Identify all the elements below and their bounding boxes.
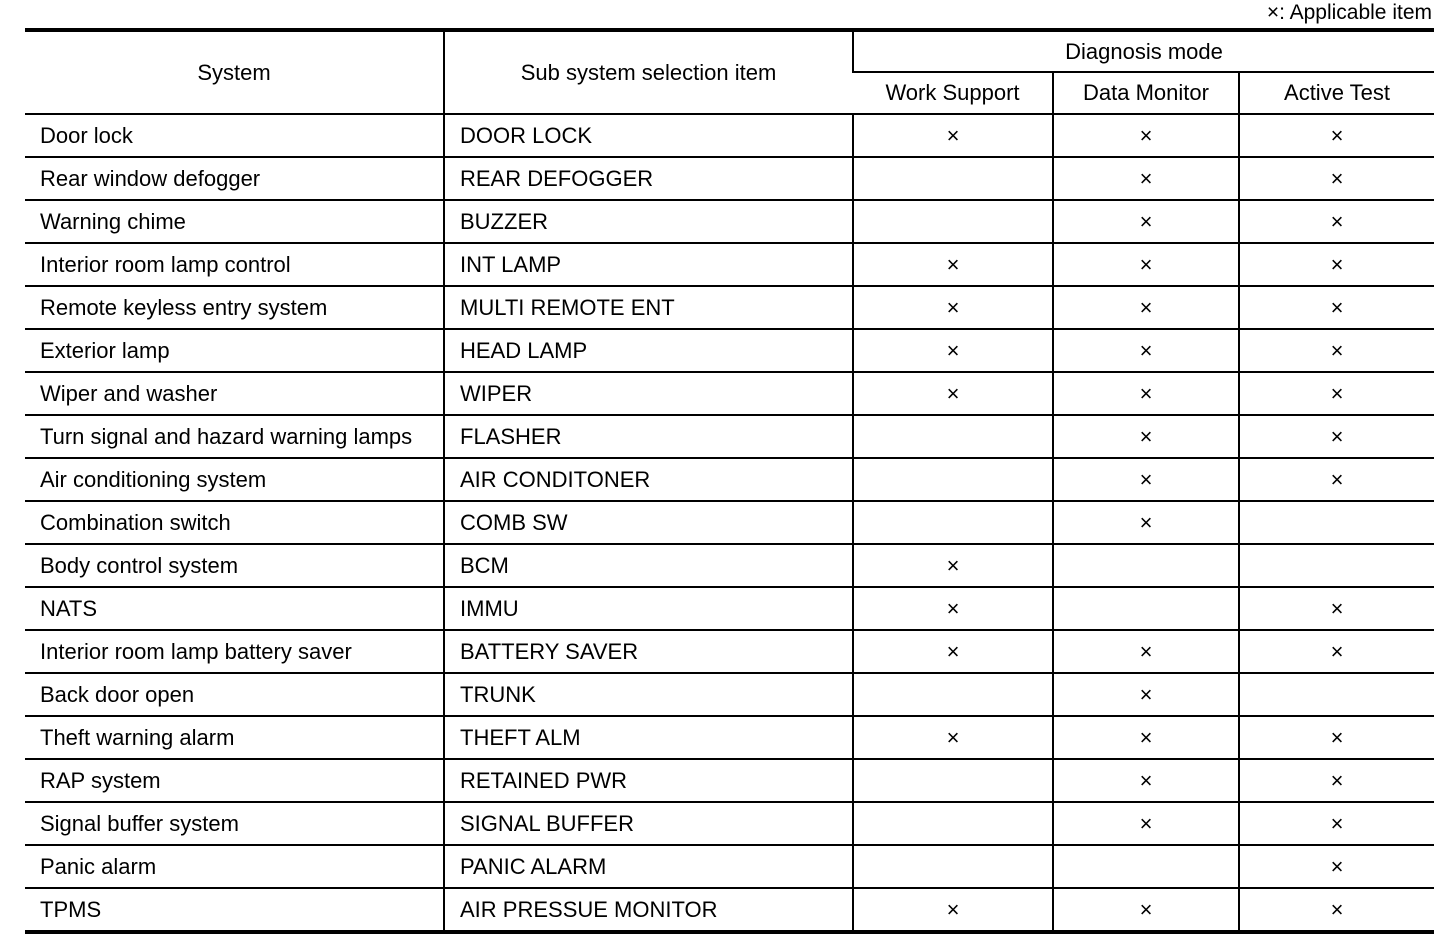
table-row xyxy=(25,415,1434,458)
work-support-cell xyxy=(853,501,1053,544)
system-cell: NATS xyxy=(25,587,444,630)
sub-system-cell: WIPER xyxy=(444,372,853,415)
active-test-cell xyxy=(1239,673,1434,716)
sub-system-cell: AIR PRESSUE MONITOR xyxy=(444,888,853,932)
data-monitor-cell: × xyxy=(1053,630,1239,673)
active-test-cell: × xyxy=(1239,759,1434,802)
work-support-cell xyxy=(853,458,1053,501)
active-test-column-header: Active Test xyxy=(1239,72,1434,114)
sub-system-cell: REAR DEFOGGER xyxy=(444,157,853,200)
table-row xyxy=(25,673,1434,716)
active-test-cell: × xyxy=(1239,200,1434,243)
system-cell: Interior room lamp battery saver xyxy=(25,630,444,673)
system-cell: Interior room lamp control xyxy=(25,243,444,286)
sub-system-cell: BUZZER xyxy=(444,200,853,243)
table-row xyxy=(25,888,1434,932)
sub-system-cell: RETAINED PWR xyxy=(444,759,853,802)
system-cell: TPMS xyxy=(25,888,444,932)
system-cell: Turn signal and hazard warning lamps xyxy=(25,415,444,458)
sub-system-cell: MULTI REMOTE ENT xyxy=(444,286,853,329)
work-support-cell xyxy=(853,845,1053,888)
work-support-cell xyxy=(853,415,1053,458)
sub-system-cell: THEFT ALM xyxy=(444,716,853,759)
table-row xyxy=(25,544,1434,587)
data-monitor-cell: × xyxy=(1053,716,1239,759)
active-test-cell: × xyxy=(1239,286,1434,329)
work-support-cell xyxy=(853,759,1053,802)
table-row xyxy=(25,286,1434,329)
diagnosis-mode-table xyxy=(25,28,1434,934)
system-cell: Door lock xyxy=(25,114,444,157)
work-support-cell xyxy=(853,157,1053,200)
active-test-cell: × xyxy=(1239,716,1434,759)
sub-system-cell: SIGNAL BUFFER xyxy=(444,802,853,845)
system-cell: Air conditioning system xyxy=(25,458,444,501)
system-cell: Theft warning alarm xyxy=(25,716,444,759)
active-test-cell: × xyxy=(1239,630,1434,673)
system-cell: Combination switch xyxy=(25,501,444,544)
table-row xyxy=(25,200,1434,243)
system-cell: Signal buffer system xyxy=(25,802,444,845)
data-monitor-cell: × xyxy=(1053,458,1239,501)
data-monitor-cell: × xyxy=(1053,415,1239,458)
system-cell: Rear window defogger xyxy=(25,157,444,200)
active-test-cell: × xyxy=(1239,243,1434,286)
data-monitor-cell: × xyxy=(1053,243,1239,286)
work-support-cell: × xyxy=(853,587,1053,630)
work-support-cell xyxy=(853,200,1053,243)
system-column-header: System xyxy=(25,30,444,114)
active-test-cell: × xyxy=(1239,587,1434,630)
sub-system-cell: DOOR LOCK xyxy=(444,114,853,157)
system-cell: RAP system xyxy=(25,759,444,802)
data-monitor-cell: × xyxy=(1053,372,1239,415)
table-body xyxy=(25,114,1434,932)
table-row xyxy=(25,501,1434,544)
data-monitor-cell: × xyxy=(1053,286,1239,329)
sub-system-cell: COMB SW xyxy=(444,501,853,544)
data-monitor-cell: × xyxy=(1053,501,1239,544)
work-support-cell: × xyxy=(853,243,1053,286)
table-row xyxy=(25,372,1434,415)
table-row xyxy=(25,716,1434,759)
active-test-cell xyxy=(1239,501,1434,544)
work-support-cell: × xyxy=(853,114,1053,157)
system-cell: Body control system xyxy=(25,544,444,587)
data-monitor-cell: × xyxy=(1053,200,1239,243)
system-cell: Remote keyless entry system xyxy=(25,286,444,329)
active-test-cell: × xyxy=(1239,114,1434,157)
table-row xyxy=(25,587,1434,630)
data-monitor-cell: × xyxy=(1053,329,1239,372)
active-test-cell: × xyxy=(1239,157,1434,200)
data-monitor-cell xyxy=(1053,587,1239,630)
system-cell: Back door open xyxy=(25,673,444,716)
table-header xyxy=(25,30,1434,114)
active-test-cell: × xyxy=(1239,802,1434,845)
work-support-cell: × xyxy=(853,329,1053,372)
work-support-cell: × xyxy=(853,716,1053,759)
active-test-cell: × xyxy=(1239,415,1434,458)
table-row xyxy=(25,114,1434,157)
table-row xyxy=(25,329,1434,372)
data-monitor-cell: × xyxy=(1053,759,1239,802)
work-support-cell: × xyxy=(853,630,1053,673)
sub-system-cell: FLASHER xyxy=(444,415,853,458)
active-test-cell: × xyxy=(1239,845,1434,888)
sub-system-column-header: Sub system selection item xyxy=(444,30,853,114)
work-support-cell: × xyxy=(853,286,1053,329)
sub-system-cell: BATTERY SAVER xyxy=(444,630,853,673)
sub-system-cell: IMMU xyxy=(444,587,853,630)
work-support-cell: × xyxy=(853,888,1053,932)
active-test-cell: × xyxy=(1239,372,1434,415)
work-support-cell xyxy=(853,673,1053,716)
diagnosis-mode-group-header: Diagnosis mode xyxy=(853,30,1434,72)
table-row xyxy=(25,458,1434,501)
data-monitor-cell: × xyxy=(1053,802,1239,845)
data-monitor-cell xyxy=(1053,544,1239,587)
work-support-cell: × xyxy=(853,544,1053,587)
system-cell: Warning chime xyxy=(25,200,444,243)
work-support-cell: × xyxy=(853,372,1053,415)
data-monitor-cell: × xyxy=(1053,673,1239,716)
system-cell: Exterior lamp xyxy=(25,329,444,372)
data-monitor-column-header: Data Monitor xyxy=(1053,72,1239,114)
active-test-cell: × xyxy=(1239,458,1434,501)
table-row xyxy=(25,759,1434,802)
data-monitor-cell xyxy=(1053,845,1239,888)
work-support-cell xyxy=(853,802,1053,845)
work-support-column-header: Work Support xyxy=(853,72,1053,114)
table-row xyxy=(25,630,1434,673)
table-row xyxy=(25,157,1434,200)
table-row xyxy=(25,845,1434,888)
sub-system-cell: PANIC ALARM xyxy=(444,845,853,888)
data-monitor-cell: × xyxy=(1053,888,1239,932)
system-cell: Wiper and washer xyxy=(25,372,444,415)
table-row xyxy=(25,802,1434,845)
sub-system-cell: BCM xyxy=(444,544,853,587)
data-monitor-cell: × xyxy=(1053,157,1239,200)
sub-system-cell: TRUNK xyxy=(444,673,853,716)
sub-system-cell: HEAD LAMP xyxy=(444,329,853,372)
active-test-cell: × xyxy=(1239,888,1434,932)
active-test-cell: × xyxy=(1239,329,1434,372)
applicable-item-legend: ×: Applicable item xyxy=(1266,1,1432,24)
data-monitor-cell: × xyxy=(1053,114,1239,157)
sub-system-cell: AIR CONDITONER xyxy=(444,458,853,501)
table-row xyxy=(25,243,1434,286)
system-cell: Panic alarm xyxy=(25,845,444,888)
sub-system-cell: INT LAMP xyxy=(444,243,853,286)
active-test-cell xyxy=(1239,544,1434,587)
